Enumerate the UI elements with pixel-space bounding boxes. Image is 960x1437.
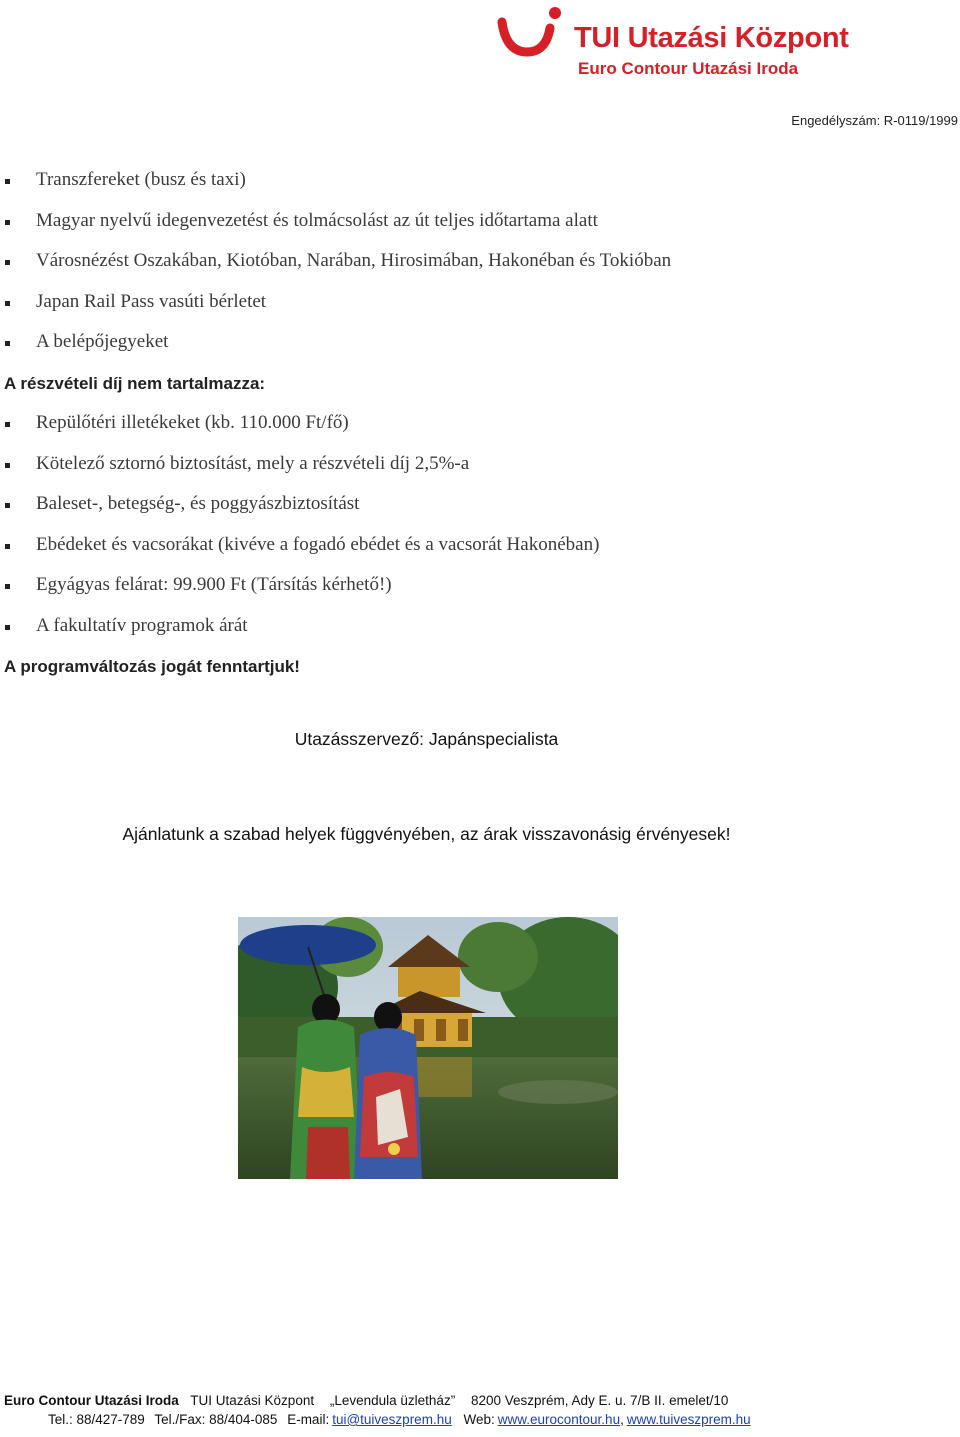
letterhead: [0, 0, 960, 140]
list-item: Egyágyas felárat: 99.900 Ft (Társítás kérhető!): [0, 568, 960, 609]
footer-firm: Euro Contour Utazási Iroda: [4, 1393, 179, 1408]
footer-building: „Levendula üzletház”: [329, 1393, 456, 1408]
bullet-icon: [5, 220, 10, 225]
brand-title: TUI Utazási Központ: [574, 22, 849, 54]
bullet-icon: [5, 503, 10, 508]
bullet-icon: [5, 544, 10, 549]
bullet-icon: [5, 584, 10, 589]
list-item: Transzfereket (busz és taxi): [0, 163, 960, 204]
website-link-tuiveszprem[interactable]: www.tuiveszprem.hu: [626, 1412, 751, 1427]
website-link-eurocontour[interactable]: www.eurocontour.hu: [497, 1412, 621, 1427]
bullet-icon: [5, 341, 10, 346]
list-item: Magyar nyelvű idegenvezetést és tolmácsolást az út teljes időtartama alatt: [0, 204, 960, 245]
organizer-line: Utazásszervező: Japánspecialista: [294, 729, 559, 749]
list-item: Kötelező sztornó biztosítást, mely a részvételi díj 2,5%-a: [0, 447, 960, 488]
bullet-icon: [5, 625, 10, 630]
list-item: Japan Rail Pass vasúti bérletet: [0, 285, 960, 326]
footer-center: TUI Utazási Központ: [190, 1393, 315, 1408]
footer-address: 8200 Veszprém, Ady E. u. 7/B II. emelet/10: [470, 1393, 729, 1408]
footer-email-label: E-mail:: [287, 1412, 330, 1427]
brand-subtitle: Euro Contour Utazási Iroda: [578, 59, 799, 78]
tui-smile-logo-icon: [496, 4, 566, 60]
program-change-note: A programváltozás jogát fenntartjuk!: [4, 657, 300, 676]
list-item: Ebédeket és vacsorákat (kivéve a fogadó ebédet és a vacsorát Hakonéban): [0, 528, 960, 569]
email-link[interactable]: tui@tuiveszprem.hu: [332, 1412, 452, 1427]
list-item: A fakultatív programok árát: [0, 609, 960, 650]
list-item: Repülőtéri illetékeket (kb. 110.000 Ft/fő): [0, 406, 960, 447]
bullet-icon: [5, 260, 10, 265]
list-item: A belépőjegyeket: [0, 325, 960, 366]
footer-web-separator: ,: [620, 1412, 624, 1427]
bullet-icon: [5, 301, 10, 306]
footer-telfax: Tel./Fax: 88/404-085: [154, 1412, 278, 1427]
not-included-heading: A részvételi díj nem tartalmazza:: [4, 373, 266, 393]
list-item: Városnézést Oszakában, Kiotóban, Narában, Hirosimában, Hakonéban és Tokióban: [0, 244, 960, 285]
footer-tel: Tel.: 88/427-789: [48, 1412, 145, 1427]
bullet-icon: [5, 463, 10, 468]
availability-disclaimer: Ajánlatunk a szabad helyek függvényében, az árak visszavonásig érvényesek!: [122, 824, 731, 844]
bullet-icon: [5, 179, 10, 184]
footer-web-label: Web:: [463, 1412, 495, 1427]
kyoto-golden-pavilion-photo: [238, 917, 618, 1179]
bullet-icon: [5, 422, 10, 427]
trip-conditions: [0, 163, 960, 690]
license-number: Engedélyszám: R-0119/1999: [791, 113, 958, 128]
footer-contact: [4, 1393, 751, 1427]
list-item: Baleset-, betegség-, és poggyászbiztosítást: [0, 487, 960, 528]
